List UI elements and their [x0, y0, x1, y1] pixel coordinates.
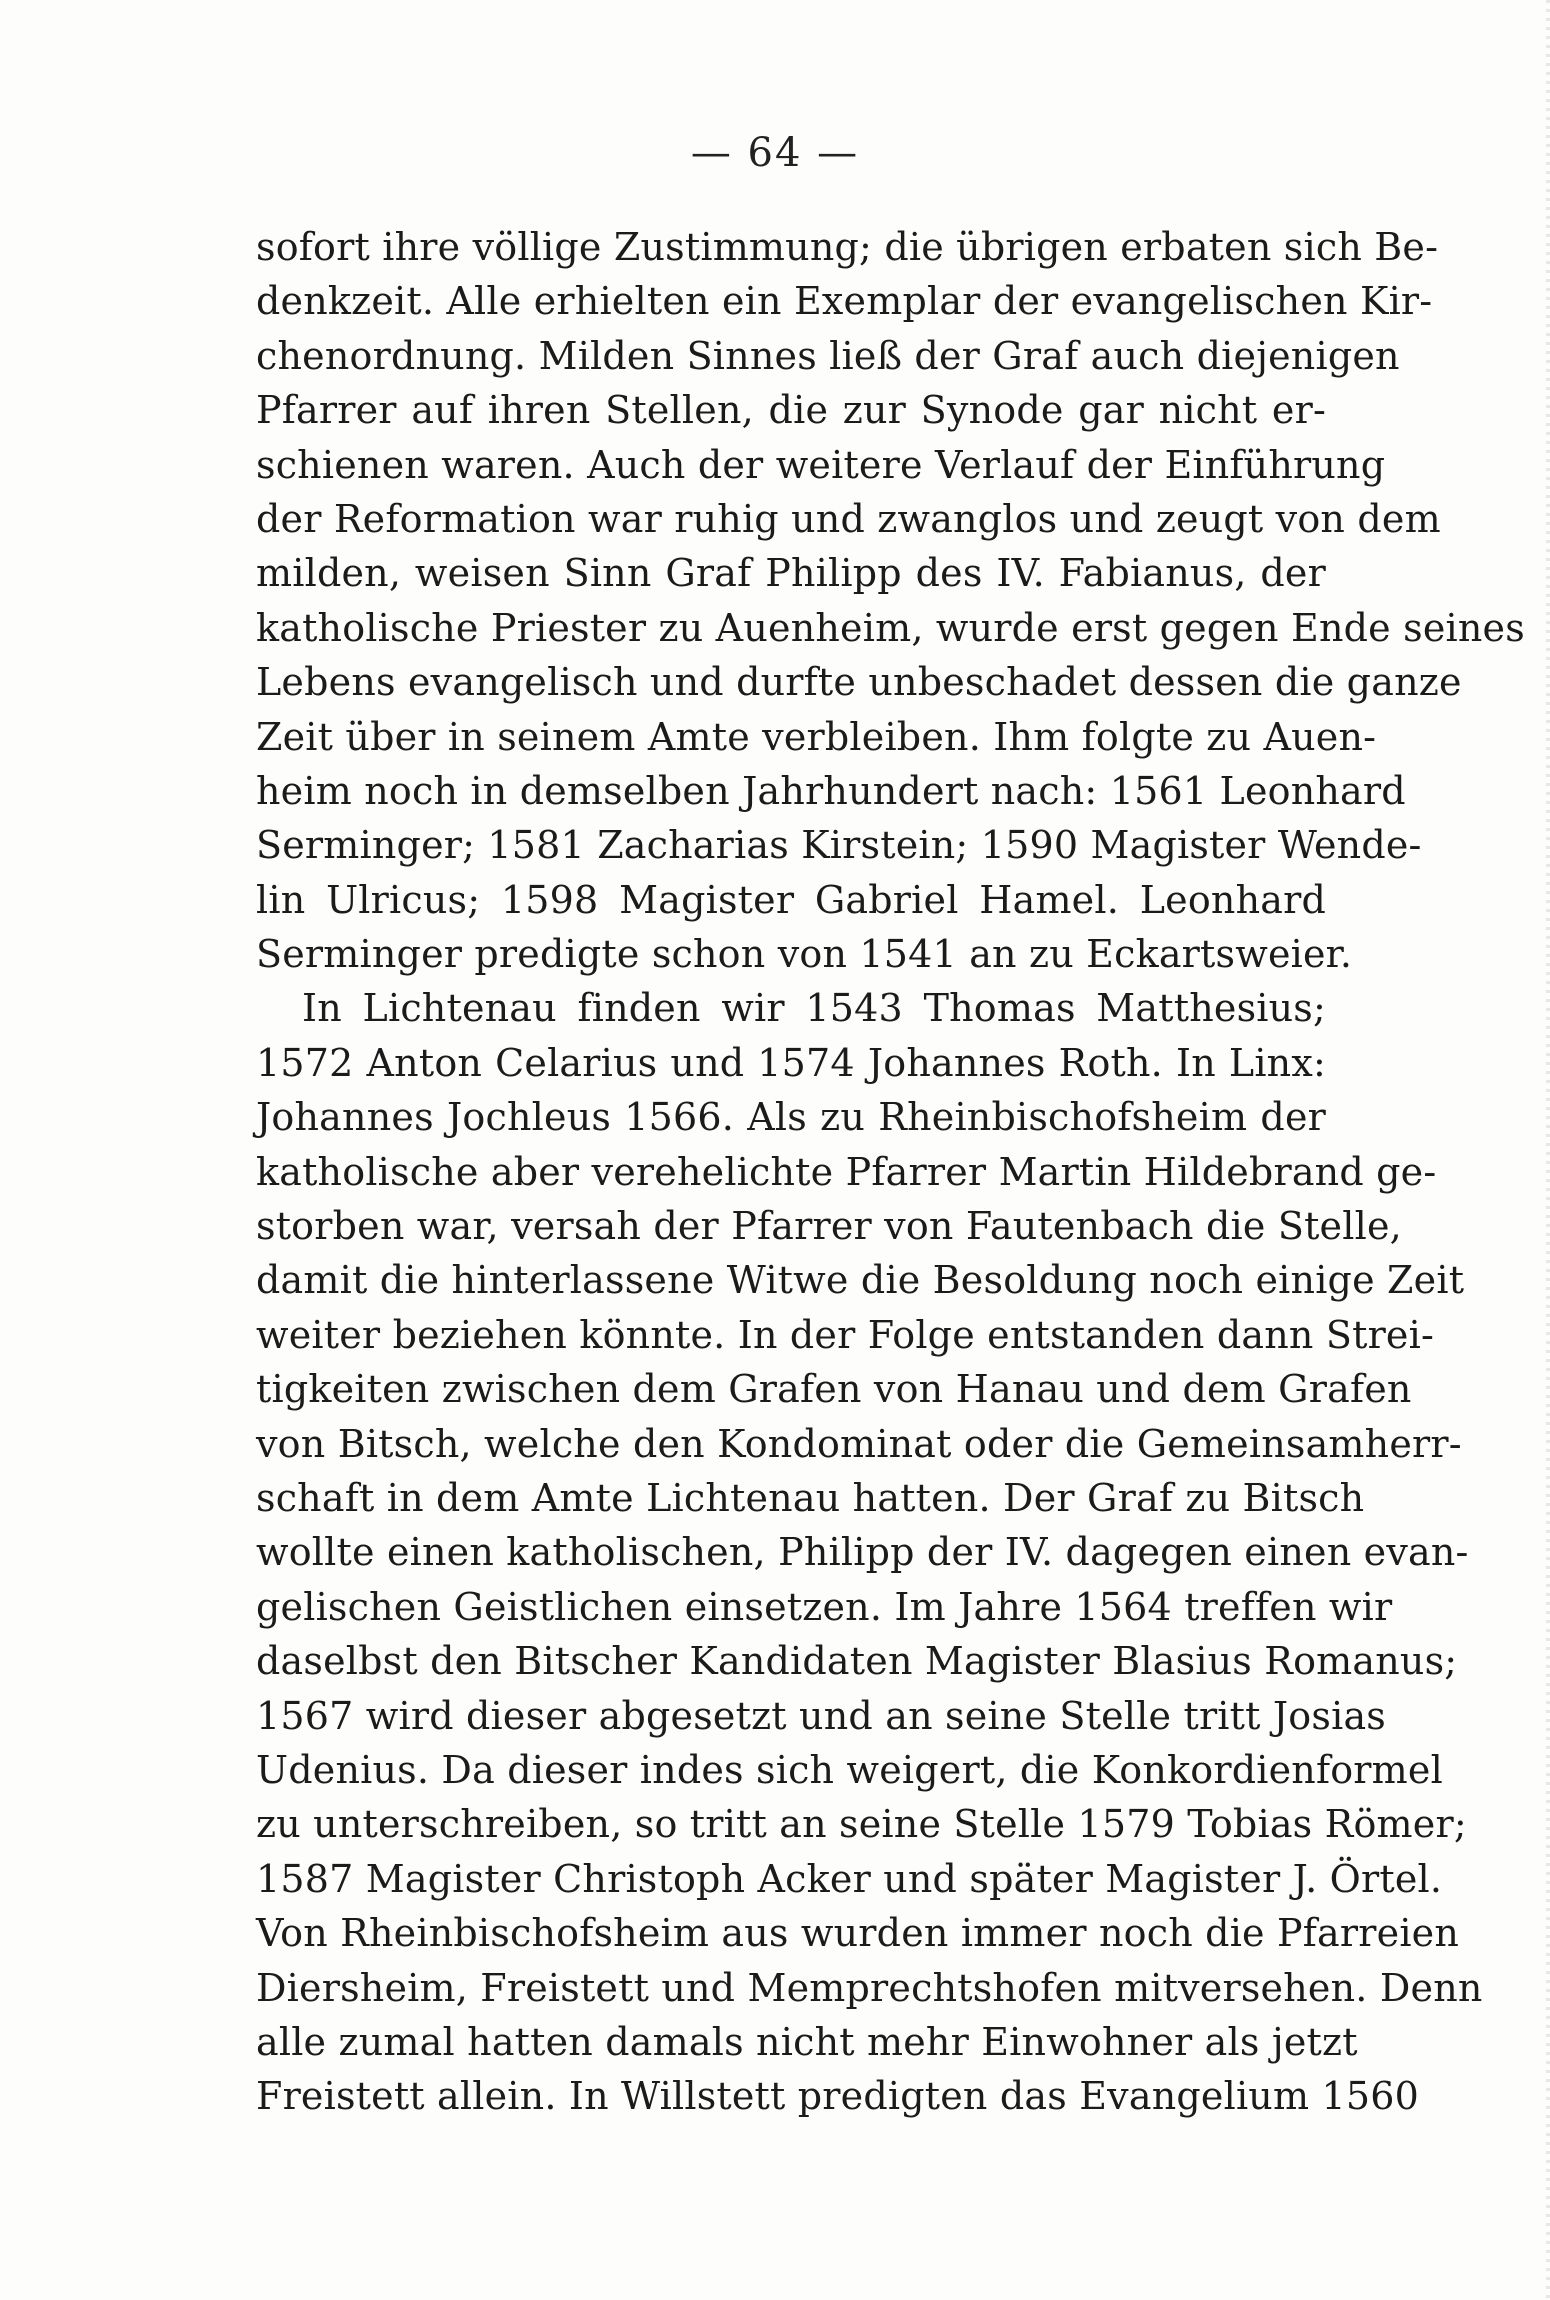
scan-edge: [1546, 0, 1550, 2300]
text-line: Freistett allein. In Willstett predigten das Evangelium 1560: [256, 2074, 1419, 2119]
text-line: milden, weisen Sinn Graf Philipp des IV. Fabianus, der: [256, 551, 1326, 596]
text-line: zu unterschreiben, so tritt an seine Stelle 1579 Tobias Römer;: [256, 1802, 1467, 1847]
text-line: Lebens evangelisch und durfte unbeschadet dessen die ganze: [256, 660, 1462, 705]
text-line: In Lichtenau finden wir 1543 Thomas Matthesius;: [302, 986, 1326, 1031]
text-line: alle zumal hatten damals nicht mehr Einwohner als jetzt: [256, 2019, 1358, 2064]
text-line: 1587 Magister Christoph Acker und später Magister J. Örtel.: [256, 1856, 1443, 1901]
text-line: von Bitsch, welche den Kondominat oder die Gemeinsamherr-: [256, 1421, 1462, 1466]
text-line: damit die hinterlassene Witwe die Besoldung noch einige Zeit: [256, 1258, 1465, 1303]
text-line: daselbst den Bitscher Kandidaten Magister Blasius Romanus;: [256, 1639, 1458, 1684]
text-line: Serminger; 1581 Zacharias Kirstein; 1590 Magister Wende-: [256, 823, 1422, 868]
text-line: Diersheim, Freistett und Memprechtshofen mitversehen. Denn: [256, 1965, 1483, 2010]
text-line: denkzeit. Alle erhielten ein Exemplar der evangelischen Kir-: [256, 279, 1433, 324]
text-line: katholische aber verehelichte Pfarrer Martin Hildebrand ge-: [256, 1149, 1437, 1194]
text-line: tigkeiten zwischen dem Grafen von Hanau und dem Grafen: [256, 1367, 1412, 1412]
text-line: Udenius. Da dieser indes sich weigert, die Konkordienformel: [256, 1747, 1443, 1792]
text-line: chenordnung. Milden Sinnes ließ der Graf auch diejenigen: [256, 333, 1400, 378]
text-line: Von Rheinbischofsheim aus wurden immer noch die Pfarreien: [256, 1911, 1460, 1956]
text-line: storben war, versah der Pfarrer von Fautenbach die Stelle,: [256, 1204, 1402, 1249]
text-line: heim noch in demselben Jahrhundert nach: 1561 Leonhard: [256, 768, 1406, 813]
text-line: wollte einen katholischen, Philipp der IV. dagegen einen evan-: [256, 1530, 1469, 1575]
body-text: [256, 220, 1525, 2124]
text-line: weiter beziehen könnte. In der Folge entstanden dann Strei-: [256, 1312, 1435, 1357]
text-line: sofort ihre völlige Zustimmung; die übrigen erbaten sich Be-: [256, 225, 1439, 269]
text-line: Zeit über in seinem Amte verbleiben. Ihm folgte zu Auen-: [256, 714, 1377, 759]
text-line: 1572 Anton Celarius und 1574 Johannes Roth. In Linx:: [256, 1040, 1326, 1085]
text-line: gelischen Geistlichen einsetzen. Im Jahre 1564 treffen wir: [256, 1584, 1393, 1629]
text-line: Johannes Jochleus 1566. Als zu Rheinbischofsheim der: [256, 1095, 1326, 1140]
text-line: katholische Priester zu Auenheim, wurde erst gegen Ende seines: [256, 605, 1525, 650]
text-line: schaft in dem Amte Lichtenau hatten. Der Graf zu Bitsch: [256, 1475, 1365, 1520]
text-line: der Reformation war ruhig und zwanglos und zeugt von dem: [256, 496, 1441, 541]
text-line: Serminger predigte schon von 1541 an zu Eckartsweier.: [256, 932, 1353, 977]
text-line: lin Ulricus; 1598 Magister Gabriel Hamel. Leonhard: [256, 877, 1326, 922]
page-number: — 64 —: [690, 130, 860, 176]
text-line: Pfarrer auf ihren Stellen, die zur Synode gar nicht er-: [256, 388, 1326, 433]
text-line: schienen waren. Auch der weitere Verlauf der Einführung: [256, 442, 1386, 487]
text-line: 1567 wird dieser abgesetzt und an seine Stelle tritt Josias: [256, 1693, 1386, 1738]
